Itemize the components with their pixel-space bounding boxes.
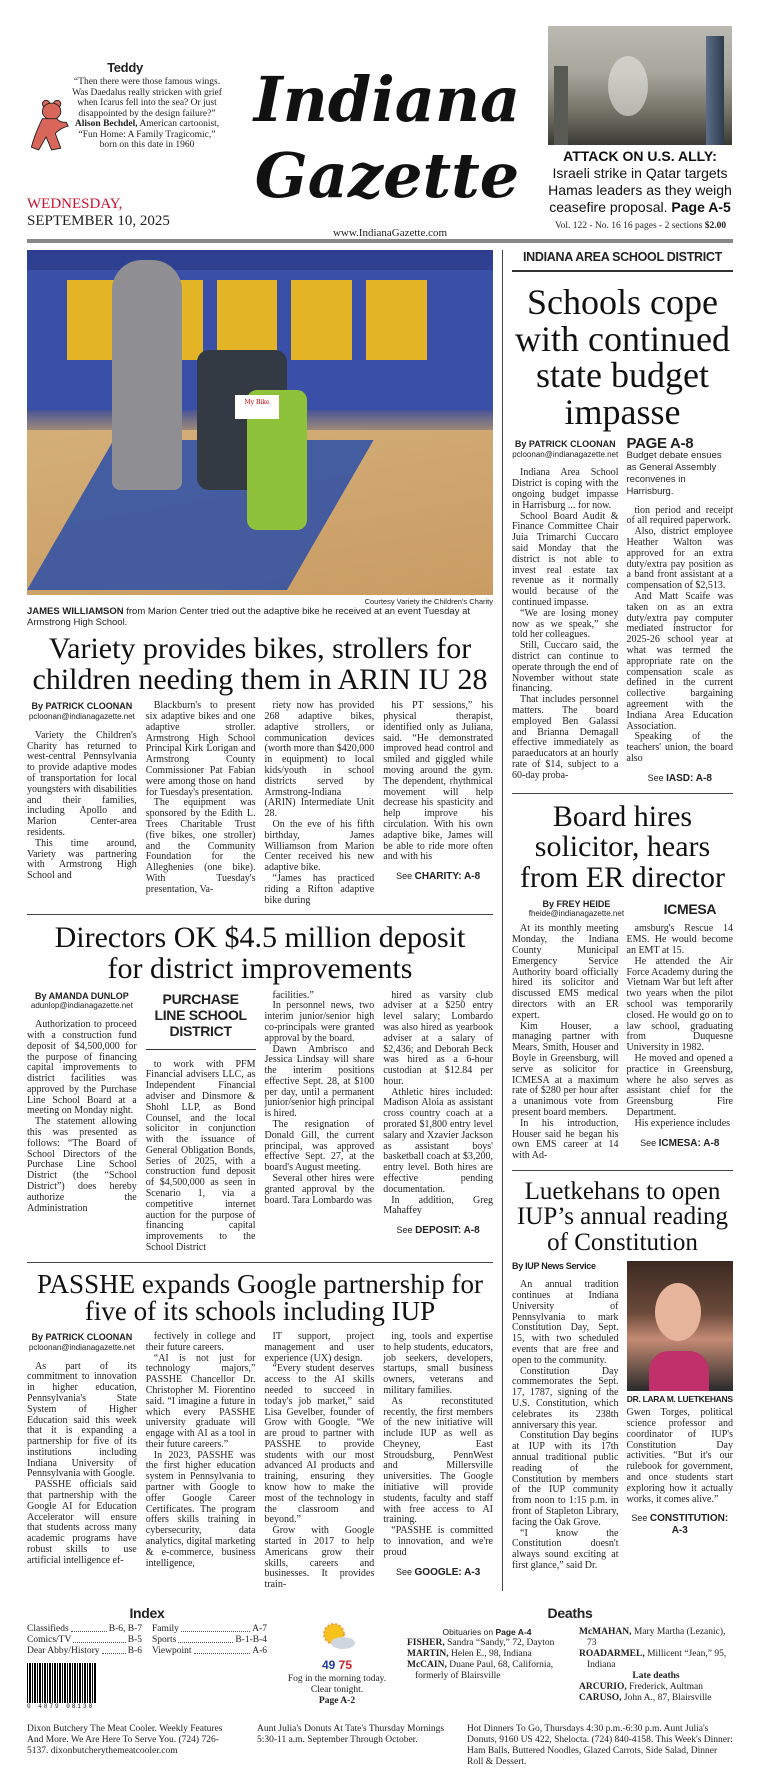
death-detail: Millicent “Jean,” 95, Indiana: [587, 1649, 727, 1671]
passhe-col-4: [383, 1332, 493, 1591]
index-item[interactable]: [152, 1646, 267, 1657]
death-name: FISHER,: [407, 1638, 445, 1649]
article-paragraph: Blackburn's to present six adaptive bikes and one adaptive stroller. Armstrong High School Principal Kirk Lorigan and Armstrong County Commissioner Pat Fabian were among those on hand for Tuesday's presentation.: [145, 700, 256, 798]
deposit-article: [27, 923, 493, 1254]
volume-line: Vol. 122 - No. 16 16 pages - 2 sections $2.00: [555, 221, 727, 231]
article-paragraph: Several other hires were granted approval by the board. Tara Lombardo was: [264, 1173, 375, 1206]
passhe-col-3: [265, 1332, 375, 1591]
death-entry: [579, 1627, 733, 1649]
article-paragraph: His experience includes: [634, 1117, 731, 1129]
article-paragraph: tion period and receipt of all required paperwork.: [626, 504, 733, 527]
article-paragraph: This time around, Variety was partnering with Armstrong High School and: [27, 837, 137, 882]
index-title: Index: [129, 1605, 165, 1622]
article-paragraph: The equipment was sponsored by the Edith L. Trees Charitable Trust (five bikes, one stroller) and the Community Foundation for the Alleghenies (one bike). With Tuesday's presentation, Va-: [145, 797, 256, 895]
jump-link-charity[interactable]: See CHARITY: A-8: [396, 871, 481, 883]
jump-link-google[interactable]: See GOOGLE: A-3: [395, 1566, 481, 1578]
article-paragraph: The resignation of Donald Gill, the current principal, was approved effective Sept. 27, at the board's August meeting.: [264, 1119, 375, 1174]
death-entry: [407, 1660, 567, 1682]
left-column: [27, 250, 493, 1591]
page-body: [27, 250, 733, 1788]
index-item[interactable]: [27, 1624, 142, 1635]
index-page: A-6: [252, 1646, 267, 1657]
article-paragraph: The statement allowing this was presented as follows: “The Board of School Directors of the Purchase Line School District (the “School District”) does hereby authorize the Administration: [27, 1116, 137, 1214]
logo-line-1: Indiana: [253, 63, 521, 136]
article-paragraph: Constitution Day begins at IUP with its 17th annual traditional public reading of the Constitution by members of the IUP community from noon to 1:15 p.m. in front of Stapleton Library, facing the Oak Grove.: [512, 1430, 619, 1528]
divider: [27, 1262, 493, 1263]
death-name: McMAHAN,: [579, 1627, 632, 1638]
death-detail: Mary Martha (Lezanic), 73: [587, 1627, 726, 1649]
promo-text: Budget debate ensues as General Assembly reconvenes in Harrisburg.: [626, 449, 722, 497]
iasd-col-2: [626, 434, 734, 785]
luetkehans-photo[interactable]: [627, 1261, 734, 1391]
article-paragraph: Kim Houser, a managing partner with Mears, Smith, Houser and Boyle in Greensburg, will serve as solicitor for ICMESA at a maximum rate of $280 per hour after a unanimous vote from present board members.: [512, 1020, 619, 1118]
article-paragraph: On the eve of his fifth birthday, James Williamson from Marion Center received his new adaptive bike.: [264, 818, 375, 874]
article-paragraph: In personnel news, two interim junior/senior high co-principals were granted approval by the board.: [264, 1000, 375, 1044]
death-name: MARTIN,: [407, 1649, 449, 1660]
section-kicker: INDIANA AREA SCHOOL DISTRICT: [512, 250, 733, 272]
deposit-col-1: [27, 991, 137, 1254]
date-full: SEPTEMBER 10, 2025: [27, 213, 170, 229]
forecast: Fog in the morning today. Clear tonight.: [287, 1674, 387, 1696]
variety-col-2: [146, 701, 256, 906]
masthead-logo[interactable]: [232, 62, 542, 214]
constitution-article: [512, 1179, 733, 1572]
index-label: Viewpoint: [152, 1646, 192, 1657]
article-paragraph: He attended the Air Force Academy during the Vietnam War but left after two years when the pilot school was temporarily closed. He would go on to law school, graduating from Duquesne University in 1982.: [626, 955, 733, 1054]
byline: By AMANDA DUNLOP adunlop@indianagazette.net: [30, 990, 133, 1011]
article-paragraph: School Board Audit & Finance Committee Chair Juia Trimarchi Cuccaro said Monday that the district is not able to invest real estate tax revenue as it normally would because of the continued impasse.: [512, 510, 619, 609]
variety-col-3: [265, 701, 375, 906]
promo-title: PAGE A-8: [626, 434, 694, 452]
death-name: ROADARMEL,: [579, 1649, 645, 1660]
article-paragraph: In 2023, PASSHE was the first higher education system in Pennsylvania to partner with Google to offer Google Career Certificates. The program offers skills training in cybersecurity, data analytics, digital marketing & e-commerce, business intelligence,: [145, 1449, 256, 1569]
article-paragraph: At its monthly meeting Monday, the Indiana County Municipal Emergency Service Authority board officially hired its solicitor and discussed EMS medical directors with an ER expert.: [512, 923, 619, 1021]
index-page: B-6, B-7: [108, 1624, 142, 1635]
weather-page: Page A-2: [318, 1696, 356, 1707]
index-label: Family: [152, 1624, 179, 1635]
index-label: Classifieds: [27, 1624, 69, 1635]
article-paragraph: And Matt Scaife was taken on as an extra duty/extra pay computer mediated instructor for 2025-26 school year at what was termed the appropriate rate on the compensation scale as defined in the current collective bargaining agreement with the Indiana Area Education Association.: [626, 591, 733, 732]
article-paragraph: Authorization to proceed with a construction fund deposit of $4,500,000 for the purpose of financing capital improvements to district facilities was approved by the Purchase Line School Board at a meeting on Monday night.: [27, 1019, 137, 1117]
index-page: B-6: [127, 1646, 142, 1657]
article-paragraph: Athletic hires included: Madison Aloia as assistant cross country coach at a prorated $1,800 entry level salary and Xzavier Jackson as assistant boys' basketball coach at $3,200, entry level. Both hires are effective pending documentation.: [383, 1086, 493, 1195]
byline: By PATRICK CLOONAN pcloonan@indianagazette.net: [28, 701, 135, 721]
dot-leader: [178, 1635, 233, 1643]
photo-sign: My Bike: [235, 395, 279, 419]
index-item[interactable]: [27, 1635, 142, 1646]
article-paragraph: In his introduction, Houser said he began his own EMS career at 14 with Ad-: [512, 1117, 619, 1162]
index-box: [27, 1605, 267, 1710]
index-page: A-7: [252, 1624, 267, 1635]
article-paragraph: hired as varsity club adviser at a $250 entry level salary; Lombardo was also hired as yearbook adviser at a salary of $2,436; and Deborah Beck was hired as a 6-hour custodian at $12.84 per hour.: [383, 989, 493, 1087]
constitution-headline[interactable]: Luetkehans to open IUP’s annual reading of Constitution: [516, 1177, 729, 1256]
teddy-title: Teddy: [107, 60, 143, 75]
ads-strip: [27, 1724, 733, 1788]
teddy-quote: “Then there were those famous wings. Was Daedalus really stricken with grief when Icarus fell into the sea? Or just disappointed by the design failure?” Alison Bechdel, American cartoonist, “Fun Home: A Family Tragicomic,” born on this date in 1960: [72, 77, 222, 150]
deaths-list: [579, 1627, 733, 1704]
logo-line-2: Gazette: [254, 139, 520, 212]
article-paragraph: “Every student deserves access to the AI skills needed to succeed in today's job market,” said Lisa Gevelber, founder of Grow with Google. “We are proud to partner with PASSHE to provide students with our most advanced AI products and training, ensuring they know how to make the most of the technology in the classroom and beyond.”: [264, 1363, 375, 1526]
article-paragraph: amsburg's Rescue 14 EMS. He would become an EMT at 15.: [626, 923, 733, 956]
death-name: CARUSO,: [579, 1693, 622, 1704]
variety-headline[interactable]: Variety provides bikes, strollers for children needing them in ARIN IU 28: [32, 632, 488, 696]
death-entry: [407, 1649, 567, 1660]
article-paragraph: That includes personnel matters. The board employed Ben Galassi and Brianna Demagall effective immediately as paraeducators at an hourly rate of $14, subject to a 60-day proba-: [512, 694, 619, 781]
death-detail: Sandra “Sandy,” 72, Dayton: [447, 1638, 555, 1649]
ad-hot-dinners[interactable]: Hot Dinners To Go, Thursdays 4:30 p.m.-6:30 p.m. Aunt Julia's Donuts, 9160 US 422, Shelocta. (724) 840-4158. This Week's Dinner: Ham Balls, Buttered Noodles, Glazed Carrots, Side Salad, Dinner Roll & Dessert.: [467, 1724, 733, 1768]
passhe-headline[interactable]: PASSHE expands Google partnership for five of its schools including IUP: [37, 1268, 483, 1327]
ad-aunt-julias[interactable]: Aunt Julia's Donuts At Tate's Thursday Mornings 5:30-11 a.m. September Through October.: [257, 1724, 445, 1746]
death-detail: John A., 87, Blairsville: [623, 1693, 712, 1704]
section-label: ICMESA: [663, 900, 717, 917]
death-detail: Frederick, Aultman: [629, 1682, 704, 1693]
barcode-number: 0 4879 08138: [27, 1703, 95, 1711]
death-entry: [407, 1638, 567, 1649]
article-paragraph: his PT sessions,” his physical therapist, identified only as Juliana, said. “He demonstrated improved head control and smiled and giggled while moving around the gym. The dependent, rhythmical movement will help decrease his spasticity and help improve his circulation. With his own adaptive bike, James will be able to ride more often and with his: [383, 700, 493, 863]
deaths-box: [407, 1605, 733, 1704]
jump-link-icmesa[interactable]: See ICMESA: A-8: [640, 1137, 720, 1149]
jump-link-constitution[interactable]: See CONSTITUTION: A-3: [631, 1513, 729, 1537]
photo-caption: DR. LARA M. LUETKEHANS: [626, 1394, 733, 1405]
header-rule: [27, 239, 733, 243]
dot-leader: [194, 1646, 251, 1654]
article-paragraph: fectively in college and their future careers.: [145, 1330, 256, 1353]
article-paragraph: riety now has provided 268 adaptive bikes, adaptive strollers, or communication devices (worth more than $420,000 in equipment) to local kids/youth in school districts served by Armstrong-Indiana (ARIN) Intermediate Unit 28.: [264, 700, 375, 820]
article-paragraph: facilities.”: [272, 989, 314, 1001]
article-paragraph: “We are losing money now as we speak,” she told her colleagues.: [512, 607, 619, 641]
main-photo[interactable]: [27, 250, 493, 595]
constitution-col-1: [512, 1261, 619, 1571]
promo-box[interactable]: [626, 434, 734, 498]
dot-leader: [71, 1624, 107, 1632]
icmesa-headline[interactable]: Board hires solicitor, hears from ER director: [520, 799, 725, 894]
passhe-article: [27, 1268, 493, 1591]
death-name: McCAIN,: [407, 1660, 447, 1671]
passhe-col-2: [146, 1332, 256, 1591]
article-paragraph: Speaking of the teachers' union, the board also: [626, 731, 733, 764]
website[interactable]: www.IndianaGazette.com: [332, 227, 448, 239]
byline: By IUP News Service: [512, 1261, 596, 1272]
weather-box[interactable]: [277, 1619, 397, 1707]
byline: By FREY HEIDE fheide@indianagazette.net: [528, 899, 625, 919]
right-column: [512, 250, 733, 1591]
death-entry: [579, 1682, 733, 1693]
article-paragraph: “AI is not just for technology majors,” PASSHE Chancellor Dr. Christopher M. Fiorentino said. “I imagine a future in which every PASSHE university graduate will engage with AI as a tool in their future careers.”: [145, 1352, 256, 1450]
death-entry: [579, 1649, 733, 1671]
deposit-col-4: [383, 991, 493, 1254]
article-paragraph: ing, tools and expertise to help students, educators, job seekers, developers, startups, small business owners, veterans and military families.: [383, 1330, 493, 1396]
masthead-date: [27, 196, 170, 230]
index-item[interactable]: [27, 1646, 142, 1657]
iasd-article: [512, 250, 733, 785]
index-page: B-1-B-4: [235, 1635, 267, 1646]
partly-sunny-icon: [317, 1619, 357, 1653]
teddy-box: [20, 60, 220, 180]
iasd-headline[interactable]: Schools cope with continued state budget impasse: [515, 282, 730, 433]
byline: By PATRICK CLOONAN pcloonan@indianagazette.net: [28, 1331, 135, 1352]
divider: [512, 1170, 733, 1171]
ad-dixon[interactable]: Dixon Butchery The Meat Cooler. Weekly Features And More. We Are Here To Serve You. (724) 726-5137. dixonbutcherythemeatcooler.com: [27, 1724, 223, 1757]
article-paragraph: As part of its commitment to innovation in higher education, Pennsylvania's State System of Higher Education said this week that it is expanding a partnership for five of its institutions including Indiana University of Pennsylvania with Google.: [27, 1360, 137, 1480]
teaser-photo[interactable]: [548, 26, 732, 145]
icmesa-col-1: [512, 924, 619, 1162]
bottom-strip: [27, 1605, 733, 1710]
article-paragraph: to work with PFM Financial advisers LLC, as Independent Financial adviser and Dinsmore & Shohl LLP, as Bond Counsel, and the local solicitor in conjunction with the issuance of General Obligation Bonds, Series of 2025, with a construction fund deposit of $4,500,000 as seen in Scenario 1, via a competitive internet auction for the purpose of financing capital improvements to the School District: [145, 1058, 256, 1254]
death-detail: Helen E., 98, Indiana: [451, 1649, 532, 1660]
article-paragraph: Gwen Torges, political science professor and coordinator of IUP's Constitution Day activities. “But it's our rulebook for government, and once students start exploring how it actually works, it comes alive.”: [626, 1407, 733, 1505]
variety-col-4: [383, 701, 493, 906]
article-paragraph: IT support, project management and user experience (UX) design.: [264, 1330, 375, 1364]
column-divider: [502, 250, 503, 1591]
constitution-col-2: [627, 1261, 734, 1571]
photo-credit: Courtesy Variety the Children's Charity: [364, 597, 493, 606]
variety-col-1: [27, 701, 137, 906]
section-label: PURCHASE LINE SCHOOL DISTRICT: [146, 991, 256, 1050]
article-paragraph: An annual tradition continues at Indiana University of Pennsylvania to mark Constitution Day, Sept. 15, with two scheduled events that are free and open to the community.: [512, 1279, 619, 1366]
article-paragraph: “I know the Constitution doesn't always sound exciting at first glance,” said Dr.: [512, 1527, 619, 1571]
article-paragraph: Grow with Google started in 2017 to help Americans grow their skills, careers and businesses. It provides train-: [264, 1525, 375, 1591]
index-label: Comics/TV: [27, 1635, 72, 1646]
article-paragraph: Indiana Area School District is coping with the ongoing budget impasse in Harrisburg ... for now.: [512, 467, 619, 511]
index-label: Sports: [152, 1635, 177, 1646]
photo-caption: JAMES WILLIAMSON from Marion Center tried out the adaptive bike he received at an event Tuesday at Armstrong High School.: [27, 606, 471, 628]
death-name: ARCURIO,: [579, 1682, 627, 1693]
article-paragraph: “PASSHE is committed to innovation, and we're proud: [383, 1525, 493, 1558]
teaser-text[interactable]: ATTACK ON U.S. ALLY: Israeli strike in Qatar targets Hamas leaders as they weigh ceasefire proposal. Page A-5: [548, 148, 732, 215]
article-paragraph: Variety the Children's Charity has returned to west-central Pennsylvania to provide adaptive modes of transportation for local youngsters with disabilities and their families, including Apollo and Marion Center-area residents.: [27, 729, 137, 838]
index-item[interactable]: [152, 1635, 267, 1646]
icmesa-article: [512, 799, 733, 1162]
article-paragraph: Dawn Ambrisco and Jessica Lindsay will share the interim positions effective Sept. 28, at $100 per day, until a permanent junior/senior high principal is hired.: [264, 1043, 375, 1120]
deposit-col-3: [265, 991, 375, 1254]
passhe-col-1: [27, 1332, 137, 1591]
article-paragraph: Constitution Day commemorates the Sept. 17, 1787, signing of the U.S. Constitution, which celebrates its 238th anniversary this year.: [512, 1365, 619, 1431]
deposit-col-2: [146, 991, 256, 1254]
article-paragraph: In addition, Greg Mahaffey: [383, 1194, 493, 1217]
article-paragraph: He moved and opened a practice in Greensburg, where he also serves as assistant chief for the Greensburg Fire Department.: [626, 1052, 733, 1118]
iasd-col-1: [512, 439, 619, 785]
divider: [512, 793, 733, 794]
late-deaths-label: Late deaths: [632, 1671, 680, 1682]
dot-leader: [102, 1646, 126, 1654]
article-paragraph: PASSHE officials said that partnership with the Google AI for Education Accelerator will ensure that students across many academic programs have robust skills to use artificial intelligence ef-: [27, 1479, 137, 1566]
icmesa-col-2: [627, 924, 734, 1162]
jump-link-iasd[interactable]: See IASD: A-8: [647, 772, 712, 784]
index-label: Dear Abby/History: [27, 1646, 100, 1657]
date-day: WEDNESDAY,: [27, 196, 123, 212]
variety-article: [27, 634, 493, 906]
dot-leader: [181, 1624, 250, 1632]
article-paragraph: As reconstituted recently, the first members of the new initiative will include IUP as well as Cheyney, East Stroudsburg, PennWest and Millersville universities. The Google initiative will provide students, faculty and staff with free access to AI training.: [383, 1395, 493, 1526]
jump-link-deposit[interactable]: See DEPOSIT: A-8: [396, 1225, 480, 1237]
death-entry: [579, 1693, 733, 1704]
dot-leader: [73, 1635, 125, 1643]
temps: 49 75: [321, 1658, 353, 1673]
byline: By PATRICK CLOONAN pcloonan@indianagazette.net: [512, 438, 619, 459]
deposit-headline[interactable]: Directors OK $4.5 million deposit for district improvements: [54, 921, 466, 985]
obituaries[interactable]: Obituaries on Page A-4 FISHER, Sandra “Sandy,” 72, Dayton MARTIN, Helen E., 98, Indiana McCAIN, Duane Paul, 68, California, formerly of Blairsville: [407, 1627, 567, 1704]
deaths-title: Deaths: [547, 1605, 593, 1622]
index-item[interactable]: [152, 1624, 267, 1635]
barcode: [27, 1663, 97, 1703]
teddy-bear-icon: [24, 94, 70, 159]
article-paragraph: Also, district employee Heather Walton was approved for an extra duty/extra pay position as a band front assistant at a compensation of $2,513.: [626, 526, 733, 592]
death-detail: Duane Paul, 68, California, formerly of Blairsville: [415, 1660, 554, 1682]
index-page: B-5: [127, 1635, 142, 1646]
article-paragraph: Still, Cuccaro said, the district can continue to operate through the end of November without state financing.: [512, 640, 619, 695]
article-paragraph: “James has practiced riding a Rifton adaptive bike during: [264, 872, 375, 906]
divider: [27, 914, 493, 915]
